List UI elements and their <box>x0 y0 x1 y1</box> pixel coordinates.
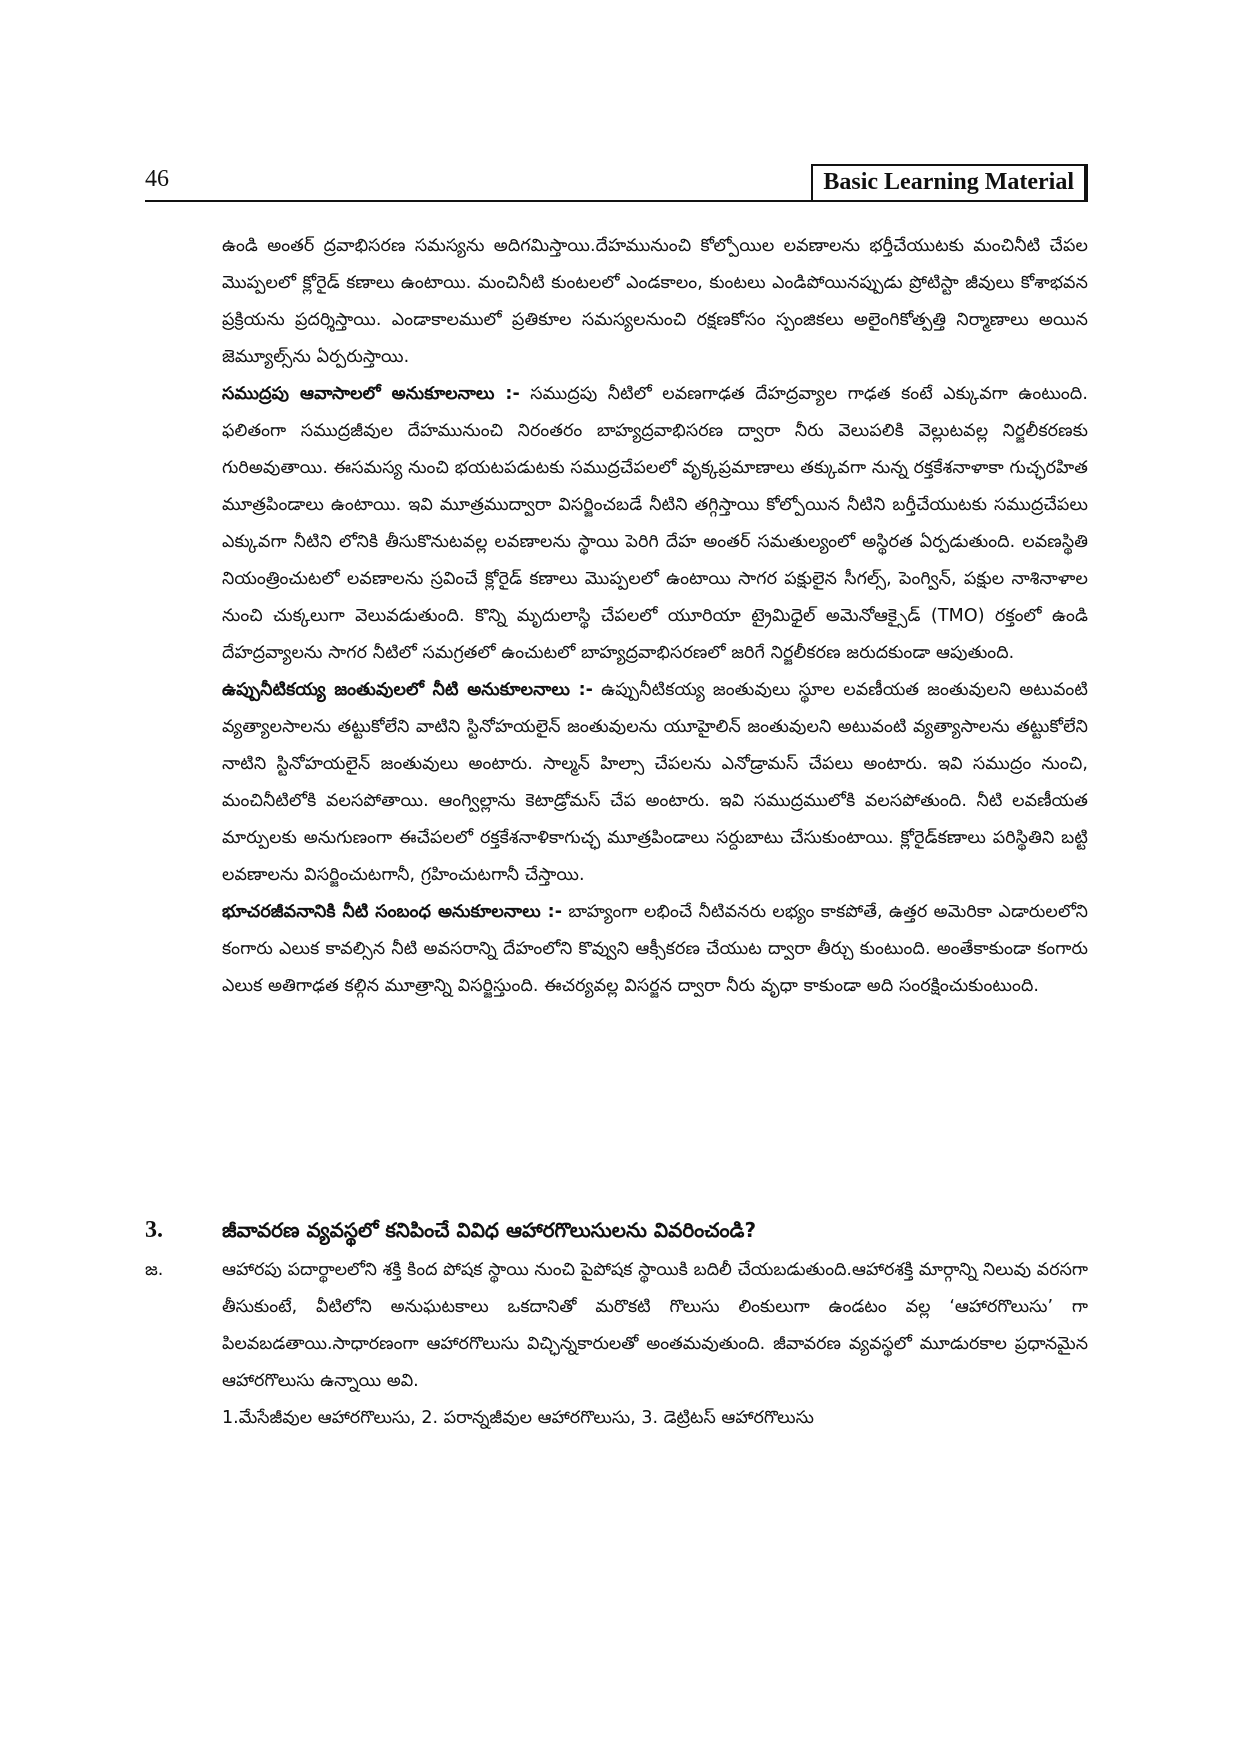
paragraph-text: ఉండి అంతర్ ద్రవాభిసరణ సమస్యను అదిగమిస్తాయి.దేహమునుంచి కోల్పోయిల లవణాలను భర్తీచేయుటకు మంచినీటి చేపల మొప్పలలో క్లోరైడ్ కణాలు ఉంటాయి. మంచినీటి కుంటలలో ఎండకాలం, కుంటలు ఎండిపోయినప్పుడు ప్రోటిస్టా జీవులు కోశాభవన ప్రక్రియను ప్రదర్శిస్తాయి. ఎండాకాలములో ప్రతికూల సమస్యలనుంచి రక్షణకోసం స్పంజికలు అలైంగికోత్పత్తి నిర్మాణాలు అయిన జెమ్యూల్స్‌ను ఏర్పరుస్తాయి. <box>222 236 1088 367</box>
paragraph-text: బాహ్యంగా లభించే నీటివనరు లభ్యం కాకపోతే, ఉత్తర అమెరికా ఎడారులలోని కంగారు ఎలుక కావల్సిన నీటి అవసరాన్ని దేహంలోని కొవ్వుని ఆక్సీకరణ చేయుట ద్వారా తీర్చు కుంటుంది. అంతేకాకుండా కంగారు ఎలుక అతిగాఢత కల్గిన మూత్రాన్ని విసర్జిస్తుంది. ఈచర్యవల్ల విసర్జన ద్వారా నీరు వృధా కాకుండా అది సంరక్షించుకుంటుంది. <box>222 902 1088 996</box>
paragraph-heading: ఉప్పునీటికయ్య జంతువులలో నీటి అనుకూలనాలు :- <box>222 680 594 700</box>
paragraph-heading: భూచరజీవనానికి నీటి సంబంధ అనుకూలనాలు :- <box>222 902 563 922</box>
question-text: జీవావరణ వ్యవస్థలో కనిపించే వివిధ ఆహారగొలుసులను వివరించండి? <box>222 1218 757 1242</box>
question-number: 3. <box>145 1217 163 1243</box>
paragraph-text: సముద్రపు నీటిలో లవణగాఢత దేహద్రవ్యాల గాఢత కంటే ఎక్కువగా ఉంటుంది. ఫలితంగా సముద్రజీవుల దేహమునుంచి నిరంతరం బాహ్యద్రవాభిసరణ ద్వారా నీరు వెలుపలికి వెల్లుటవల్ల నిర్జలీకరణకు గురిఅవుతాయి. ఈసమస్య నుంచి భయటపడుటకు సముద్రచేపలలో వృక్కప్రమాణాలు తక్కువగా నున్న రక్తకేశనాళాకా గుచ్ఛరహిత మూత్రపిండాలు ఉంటాయి. ఇవి మూత్రముద్వారా విసర్జించబడే నీటిని తగ్గిస్తాయి కోల్పోయిన నీటిని బర్తీచేయుటకు సముద్రచేపలు ఎక్కువగా నీటిని లోనికి తీసుకొనుటవల్ల లవణాలను స్థాయి పెరిగి దేహ అంతర్ సమతుల్యంలో అస్థిరత ఏర్పడుతుంది. లవణస్థితి నియంత్రించుటలో లవణాలను స్రవించే క్లోరైడ్ కణాలు మొప్పలలో ఉంటాయి సాగర పక్షులైన సీగల్స్, పెంగ్విన్, పక్షుల నాశినాళాల నుంచి చుక్కలుగా వెలువడుతుంది. కొన్ని మృదులాస్థి చేపలలో యూరియా ట్రైమిధైల్ అమెనోఆక్సైడ్ (TMO) రక్తంలో ఉండి దేహద్రవ్యాలను సాగర నీటిలో సమగ్రతలో ఉంచుటలో బాహ్యద్రవాభిసరణలో జరిగే నిర్జలీకరణ జరుదకుండా ఆపుతుంది. <box>222 384 1088 663</box>
paragraph-marine-adaptations <box>222 376 1088 672</box>
body-text <box>222 228 1088 1005</box>
paragraph-intro <box>222 228 1088 376</box>
paragraph-terrestrial-adaptations <box>222 894 1088 1005</box>
paragraph-text: ఉప్పునీటికయ్య జంతువులు స్థూల లవణీయత జంతువులని అటువంటి వ్యత్యాలసాలను తట్టుకోలేని వాటిని స్టినోహయలైన్ జంతువులను యూహైలిన్ జంతువులని అటువంటి వ్యత్యాసాలను తట్టుకోలేని నాటిని స్టినోహయలైన్ జంతువులు అంటారు. సాల్మన్ హిల్సా చేపలను ఎనోడ్రామస్ చేపలు అంటారు. ఇవి సముద్రం నుంచి, మంచినీటిలోకి వలసపోతాయి. ఆంగ్విల్లాను కెటాడ్రోమస్ చేప అంటారు. ఇవి సముద్రములోకి వలసపోతుంది. నీటి లవణీయత మార్పులకు అనుగుణంగా ఈచేపలలో రక్తకేశనాళికాగుచ్ఛ మూత్రపిండాలు సర్దుబాటు చేసుకుంటాయి. క్లోరైడ్‌కణాలు పరిస్థితిని బట్టి లవణాలను విసర్జించుటగానీ, గ్రహించుటగానీ చేస్తాయి. <box>222 680 1088 885</box>
answer-last-line: 1.మేసేజీవుల ఆహారగొలుసు, 2. పరాన్నజీవుల ఆహారగొలుసు, 3. డెట్రిటస్ ఆహారగొలుసు <box>222 1408 814 1428</box>
answer-block <box>145 1252 1088 1437</box>
paragraph-heading: సముద్రపు ఆవాసాలలో అనుకూలనాలు :- <box>222 384 520 404</box>
answer-text: ఆహారపు పదార్థాలలోని శక్తి కింద పోషక స్థాయి నుంచి పైపోషక స్థాయికి బదిలీ చేయబడుతుంది.ఆహారశక్తి మార్గాన్ని నిలువు వరసగా తీసుకుంటే, వీటిలోని అనుఘటకాలు ఒకదానితో మరొకటి గొలుసు లింకులుగా ఉండటం వల్ల ‘ఆహారగొలుసు’ గా పిలవబడతాయి.సాధారణంగా ఆహారగొలుసు విచ్ఛిన్నకారులతో అంతమవుతుంది. జీవావరణ వ్యవస్థలో మూడురకాల ప్రధానమైన ఆహారగొలుసు ఉన్నాయి అవి. <box>222 1260 1088 1391</box>
page-header <box>145 166 1088 204</box>
question-block <box>145 1212 1088 1249</box>
paragraph-estuarine-adaptations <box>222 672 1088 894</box>
page-number: 46 <box>145 166 169 192</box>
header-title: Basic Learning Material <box>811 164 1088 200</box>
header-rule <box>145 200 1088 202</box>
answer-label: జ. <box>145 1260 164 1280</box>
